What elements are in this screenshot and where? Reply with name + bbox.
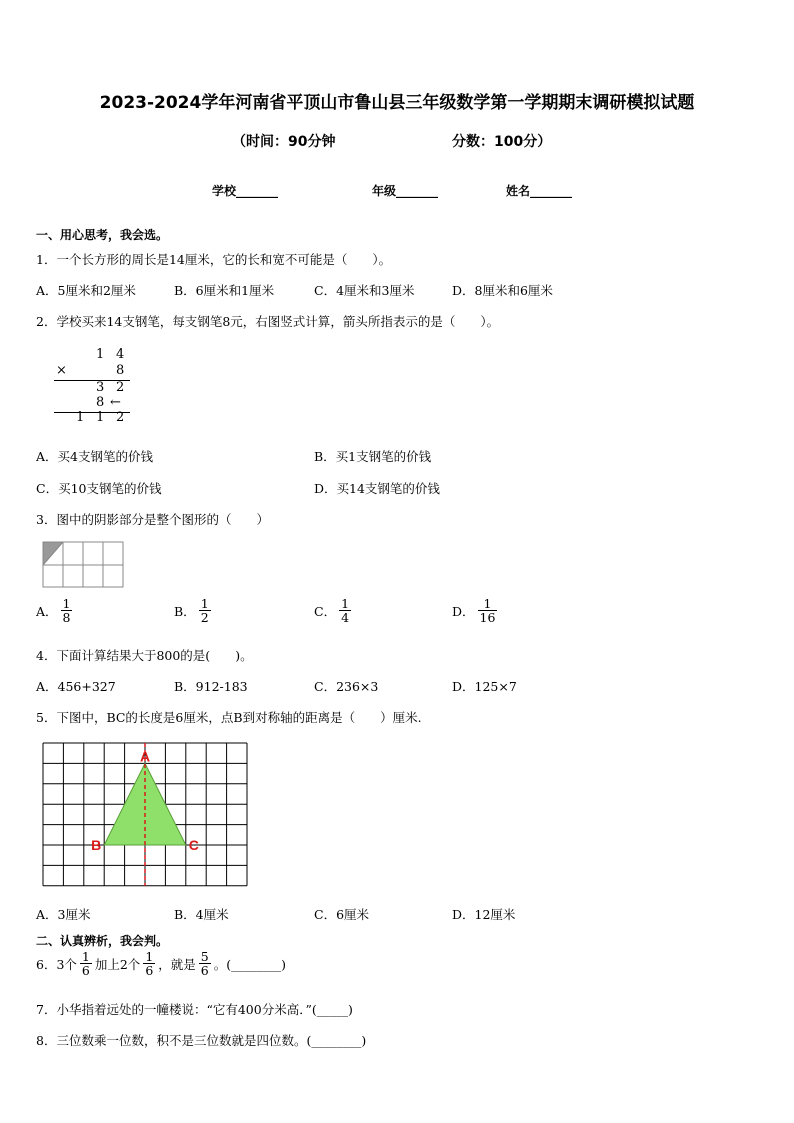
q6-text: ，就是 xyxy=(158,956,196,972)
numerator: 1 xyxy=(62,596,71,611)
calc-digit: 2 xyxy=(116,380,125,395)
section-heading-1: 一、用心思考，我会选。 xyxy=(36,228,169,242)
q3-option-d xyxy=(452,597,500,624)
q4-option-d: D．125×7 xyxy=(452,679,517,694)
q5-option-b: B．4厘米 xyxy=(174,907,229,922)
shaded-grid-figure xyxy=(42,541,124,588)
fraction xyxy=(80,950,92,977)
numerator: 1 xyxy=(200,596,209,611)
name-field: 姓名_______ xyxy=(506,184,573,198)
calc-digit: 1 xyxy=(96,347,105,362)
q3-option-b xyxy=(174,597,214,624)
calc-digit: 8 xyxy=(116,363,125,378)
option-label: A． xyxy=(36,603,58,619)
fraction xyxy=(143,950,155,977)
calc-digit: 1 xyxy=(76,410,85,425)
q5-option-a: A．3厘米 xyxy=(36,907,91,922)
q1-option-d: D．8厘米和6厘米 xyxy=(452,283,553,298)
label-c: C xyxy=(188,837,199,853)
denominator: 16 xyxy=(479,610,496,626)
q4-option-b: B．912-183 xyxy=(174,679,248,694)
denominator: 2 xyxy=(200,610,209,626)
denominator: 6 xyxy=(145,963,154,979)
q2-option-d: D．买14支钢笔的价钱 xyxy=(314,481,440,496)
denominator: 8 xyxy=(62,610,71,626)
denominator: 6 xyxy=(81,963,90,979)
page-title: 2023-2024学年河南省平顶山市鲁山县三年级数学第一学期期末调研模拟试题 xyxy=(99,93,695,113)
question-1: 1．一个长方形的周长是14厘米，它的长和宽不可能是（ ）。 xyxy=(36,252,392,267)
fraction xyxy=(339,597,351,624)
numerator: 1 xyxy=(81,949,90,964)
numerator: 5 xyxy=(200,949,209,964)
score-label: 分数：100分） xyxy=(452,134,552,150)
calc-digit: 4 xyxy=(116,347,125,362)
q2-option-c: C．买10支钢笔的价钱 xyxy=(36,481,162,496)
fraction xyxy=(61,597,73,624)
question-8: 8．三位数乘一位数，积不是三位数就是四位数。(________) xyxy=(36,1033,367,1048)
numerator: 1 xyxy=(341,596,350,611)
q2-option-a: A．买4支钢笔的价钱 xyxy=(36,449,153,464)
label-a: A xyxy=(139,748,151,765)
denominator: 4 xyxy=(341,610,350,626)
fraction xyxy=(199,950,211,977)
q5-option-d: D．12厘米 xyxy=(452,907,516,922)
q6-text: 加上2个 xyxy=(94,956,141,972)
q3-option-c xyxy=(314,597,354,624)
question-2: 2．学校买来14支钢笔，每支钢笔8元，右图竖式计算，箭头所指表示的是（ ）。 xyxy=(36,314,500,329)
school-field: 学校_______ xyxy=(212,184,279,198)
calc-digit: 3 xyxy=(96,380,105,395)
calc-digit: 8 xyxy=(96,395,105,410)
question-3: 3．图中的阴影部分是整个图形的（ ） xyxy=(36,512,269,527)
symmetry-grid-figure xyxy=(42,742,250,888)
times-sign: × xyxy=(56,363,67,378)
q4-option-c: C．236×3 xyxy=(314,679,379,694)
q6-text: 6．3个 xyxy=(36,956,77,972)
fraction xyxy=(199,597,211,624)
q1-option-b: B．6厘米和1厘米 xyxy=(174,283,275,298)
grade-field: 年级_______ xyxy=(372,184,439,198)
q1-option-c: C．4厘米和3厘米 xyxy=(314,283,415,298)
q4-option-a: A．456+327 xyxy=(36,679,116,694)
calc-digit: 1 xyxy=(96,410,105,425)
question-6 xyxy=(36,950,286,977)
fraction xyxy=(478,597,498,624)
section-heading-2: 二、认真辨析，我会判。 xyxy=(36,934,169,948)
numerator: 1 xyxy=(483,596,492,611)
option-label: D． xyxy=(452,603,475,619)
label-b: B xyxy=(91,837,102,853)
left-arrow-icon: ← xyxy=(110,395,121,410)
numerator: 1 xyxy=(145,949,154,964)
q3-option-a xyxy=(36,597,75,624)
calc-digit: 2 xyxy=(116,410,125,425)
denominator: 6 xyxy=(200,963,209,979)
question-7: 7．小华指着远处的一幢楼说：“它有400分米高．”(_____) xyxy=(36,1002,353,1017)
q1-option-a: A．5厘米和2厘米 xyxy=(36,283,136,298)
q2-option-b: B．买1支钢笔的价钱 xyxy=(314,449,432,464)
option-label: B． xyxy=(174,603,196,619)
question-4: 4．下面计算结果大于800的是( )。 xyxy=(36,648,253,663)
option-label: C． xyxy=(314,603,337,619)
q5-option-c: C．6厘米 xyxy=(314,907,370,922)
time-label: （时间：90分钟 xyxy=(232,134,336,150)
question-5: 5．下图中，BC的长度是6厘米，点B到对称轴的距离是（ ）厘米. xyxy=(36,710,422,725)
vertical-multiplication xyxy=(50,347,140,427)
q6-text: 。(________) xyxy=(213,956,286,972)
